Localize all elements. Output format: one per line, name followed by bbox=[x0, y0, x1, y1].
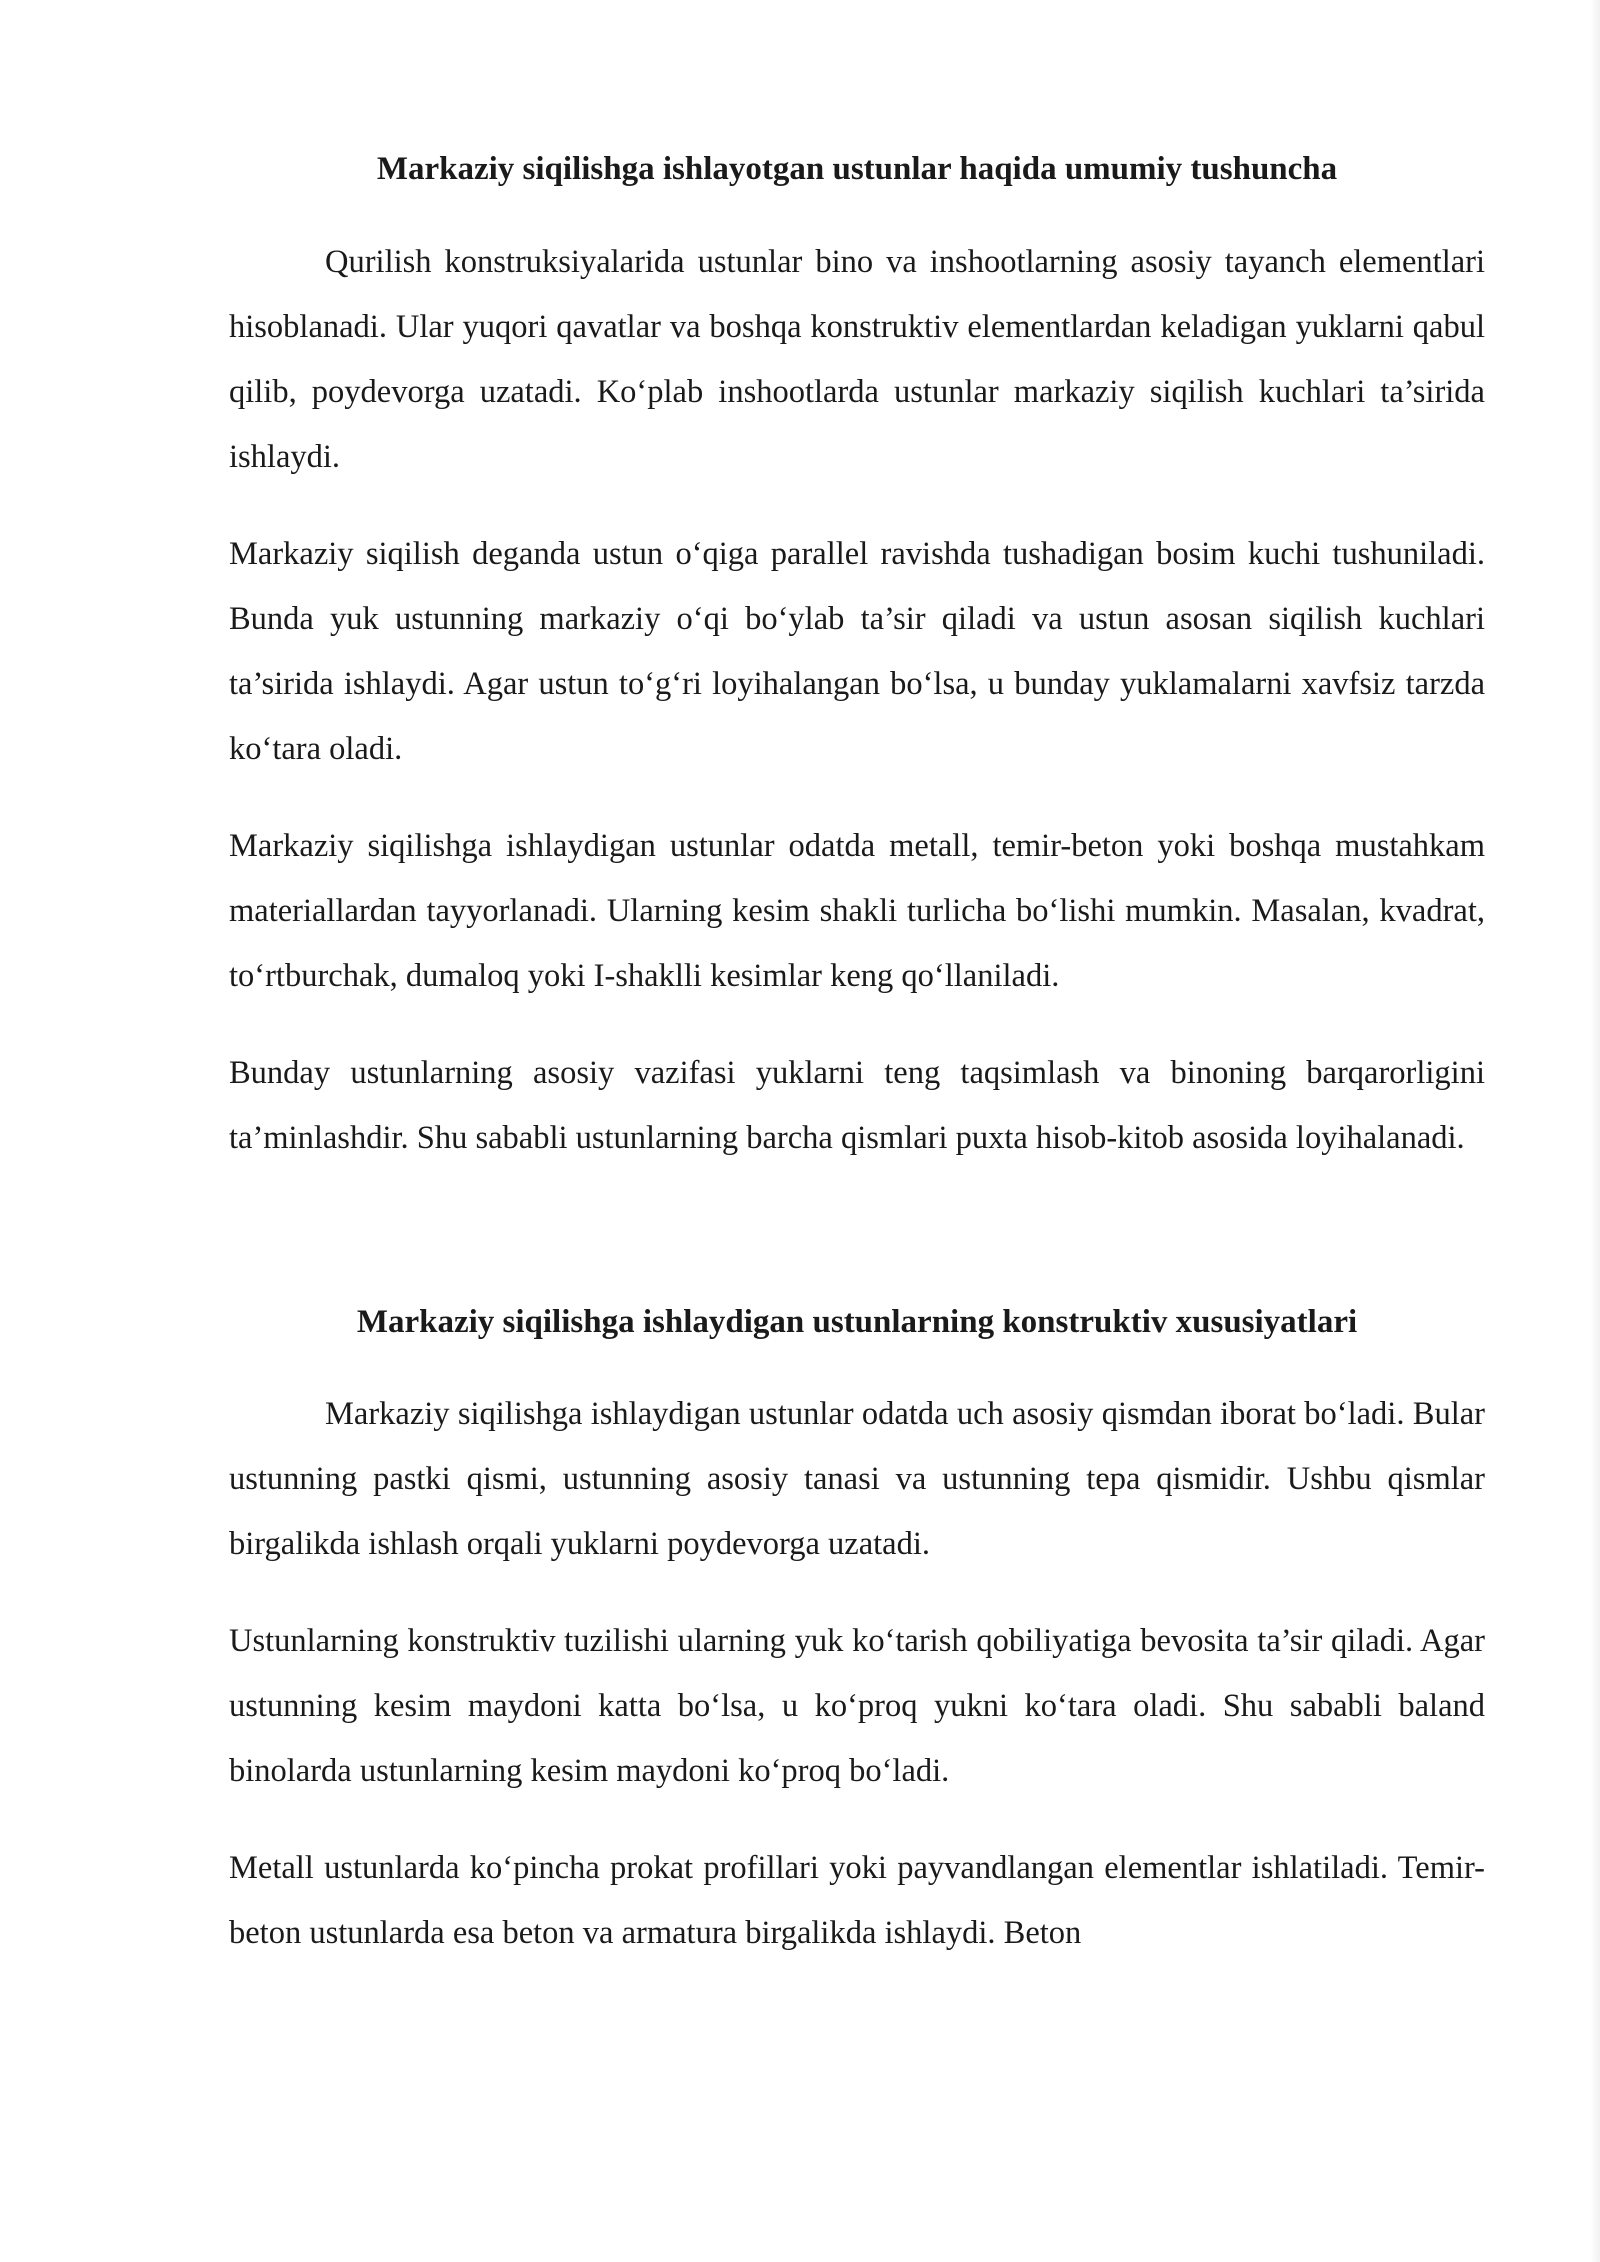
section-2-heading: Markaziy siqilishga ishlaydigan ustunlarning konstruktiv xususiyatlari bbox=[356, 1303, 1358, 1340]
section-1-heading: Markaziy siqilishga ishlayotgan ustunlar haqida umumiy tushuncha bbox=[376, 151, 1338, 187]
section-2-paragraph-3: Metall ustunlarda ko‘pincha prokat profillari yoki payvandlangan elementlar ishlatiladi. Temir-beton ustunlarda esa beton va armatura birgalikda ishlaydi. Beton bbox=[229, 1850, 1485, 1952]
section-1-paragraph-3: Markaziy siqilishga ishlaydigan ustunlar odatda metall, temir-beton yoki boshqa mustahkam materiallardan tayyorlanadi. Ularning kesim shakli turlicha bo‘lishi mumkin. Masalan, kvadrat, to‘rtburchak, dumaloq yoki I-shaklli kesimlar keng qo‘llaniladi. bbox=[229, 827, 1485, 994]
section-1-paragraph-4: Bunday ustunlarning asosiy vazifasi yuklarni teng taqsimlash va binoning barqarorligini ta’minlashdir. Shu sababli ustunlarning barcha qismlari puxta hisob-kitob asosida loyihalanadi. bbox=[229, 1054, 1485, 1156]
section-2-paragraph-2: Ustunlarning konstruktiv tuzilishi ularning yuk ko‘tarish qobiliyatiga bevosita ta’sir qiladi. Agar ustunning kesim maydoni katta bo‘lsa, u ko‘proq yukni ko‘tara oladi. Shu sababli baland binolarda ustunlarning kesim maydoni ko‘proq bo‘ladi. bbox=[229, 1623, 1485, 1790]
page-edge-shadow bbox=[1590, 0, 1600, 2262]
section-1-paragraph-2: Markaziy siqilish deganda ustun o‘qiga parallel ravishda tushadigan bosim kuchi tushuniladi. Bunda yuk ustunning markaziy o‘qi bo‘ylab ta’sir qiladi va ustun asosan siqilish kuchlari ta’sirida ishlaydi. Agar ustun to‘g‘ri loyihalangan bo‘lsa, u bunday yuklamalarni xavfsiz tarzda ko‘tara oladi. bbox=[229, 535, 1485, 767]
section-1-paragraph-1: Qurilish konstruksiyalarida ustunlar bino va inshootlarning asosiy tayanch elementlari hisoblanadi. Ular yuqori qavatlar va boshqa konstruktiv elementlardan keladigan yuklarni qabul qilib, poydevorga uzatadi. Ko‘plab inshootlarda ustunlar markaziy siqilish kuchlari ta’sirida ishlaydi. bbox=[229, 243, 1485, 475]
document-body bbox=[229, 150, 1485, 1998]
section-2-paragraph-1: Markaziy siqilishga ishlaydigan ustunlar odatda uch asosiy qismdan iborat bo‘ladi. Bular ustunning pastki qismi, ustunning asosiy tanasi va ustunning tepa qismidir. Ushbu qismlar birgalikda ishlash orqali yuklarni poydevorga uzatadi. bbox=[229, 1396, 1485, 1563]
